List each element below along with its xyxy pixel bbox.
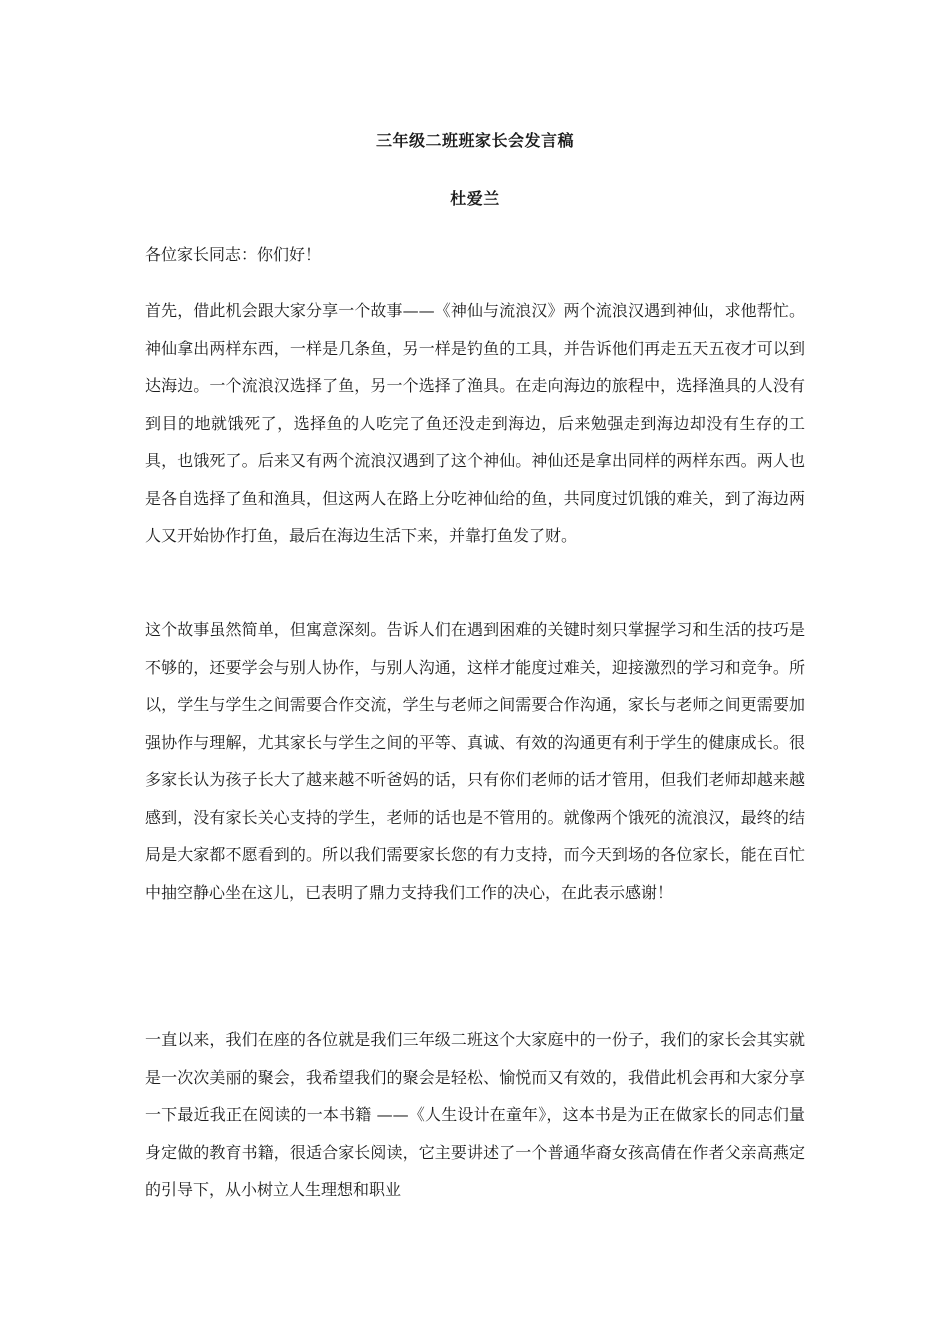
greeting: 各位家长同志：你们好！: [145, 245, 322, 264]
paragraph-book: 一直以来，我们在座的各位就是我们三年级二班这个大家庭中的一份子，我们的家长会其实就是一次次美丽的聚会，我希望我们的聚会是轻松、愉悦而又有效的，我借此机会再和大家分享一下最近我正在阅读的一本书籍 ——《人生设计在童年》，这本书是为正在做家长的同志们量身定做的教育书籍，很适合家长阅读，它主要讲述了一个普通华裔女孩高倩在作者父亲高燕定的引导下，从小树立人生理想和职业: [145, 1030, 805, 1199]
document-title: 三年级二班班家长会发言稿: [375, 131, 574, 150]
document-author: 杜爱兰: [450, 189, 500, 208]
paragraph-story: 首先，借此机会跟大家分享一个故事——《神仙与流浪汉》两个流浪汉遇到神仙，求他帮忙。神仙拿出两样东西，一样是几条鱼，另一样是钓鱼的工具，并告诉他们再走五天五夜才可以到达海边。一个流浪汉选择了鱼，另一个选择了渔具。在走向海边的旅程中，选择渔具的人没有到目的地就饿死了，选择鱼的人吃完了鱼还没走到海边，后来勉强走到海边却没有生存的工具，也饿死了。后来又有两个流浪汉遇到了这个神仙。神仙还是拿出同样的两样东西。两人也是各自选择了鱼和渔具，但这两人在路上分吃神仙给的鱼，共同度过饥饿的难关，到了海边两人又开始协作打鱼，最后在海边生活下来，并靠打鱼发了财。: [145, 301, 805, 545]
paragraph-moral: 这个故事虽然简单，但寓意深刻。告诉人们在遇到困难的关键时刻只掌握学习和生活的技巧是不够的，还要学会与别人协作，与别人沟通，这样才能度过难关，迎接激烈的学习和竞争。所以，学生与学生之间需要合作交流，学生与老师之间需要合作沟通，家长与老师之间更需要加强协作与理解，尤其家长与学生之间的平等、真诚、有效的沟通更有利于学生的健康成长。很多家长认为孩子长大了越来越不听爸妈的话，只有你们老师的话才管用，但我们老师却越来越感到，没有家长关心支持的学生，老师的话也是不管用的。就像两个饿死的流浪汉，最终的结局是大家都不愿看到的。所以我们需要家长您的有力支持，而今天到场的各位家长，能在百忙中抽空静心坐在这儿，已表明了鼎力支持我们工作的决心，在此表示感谢！: [145, 620, 805, 902]
